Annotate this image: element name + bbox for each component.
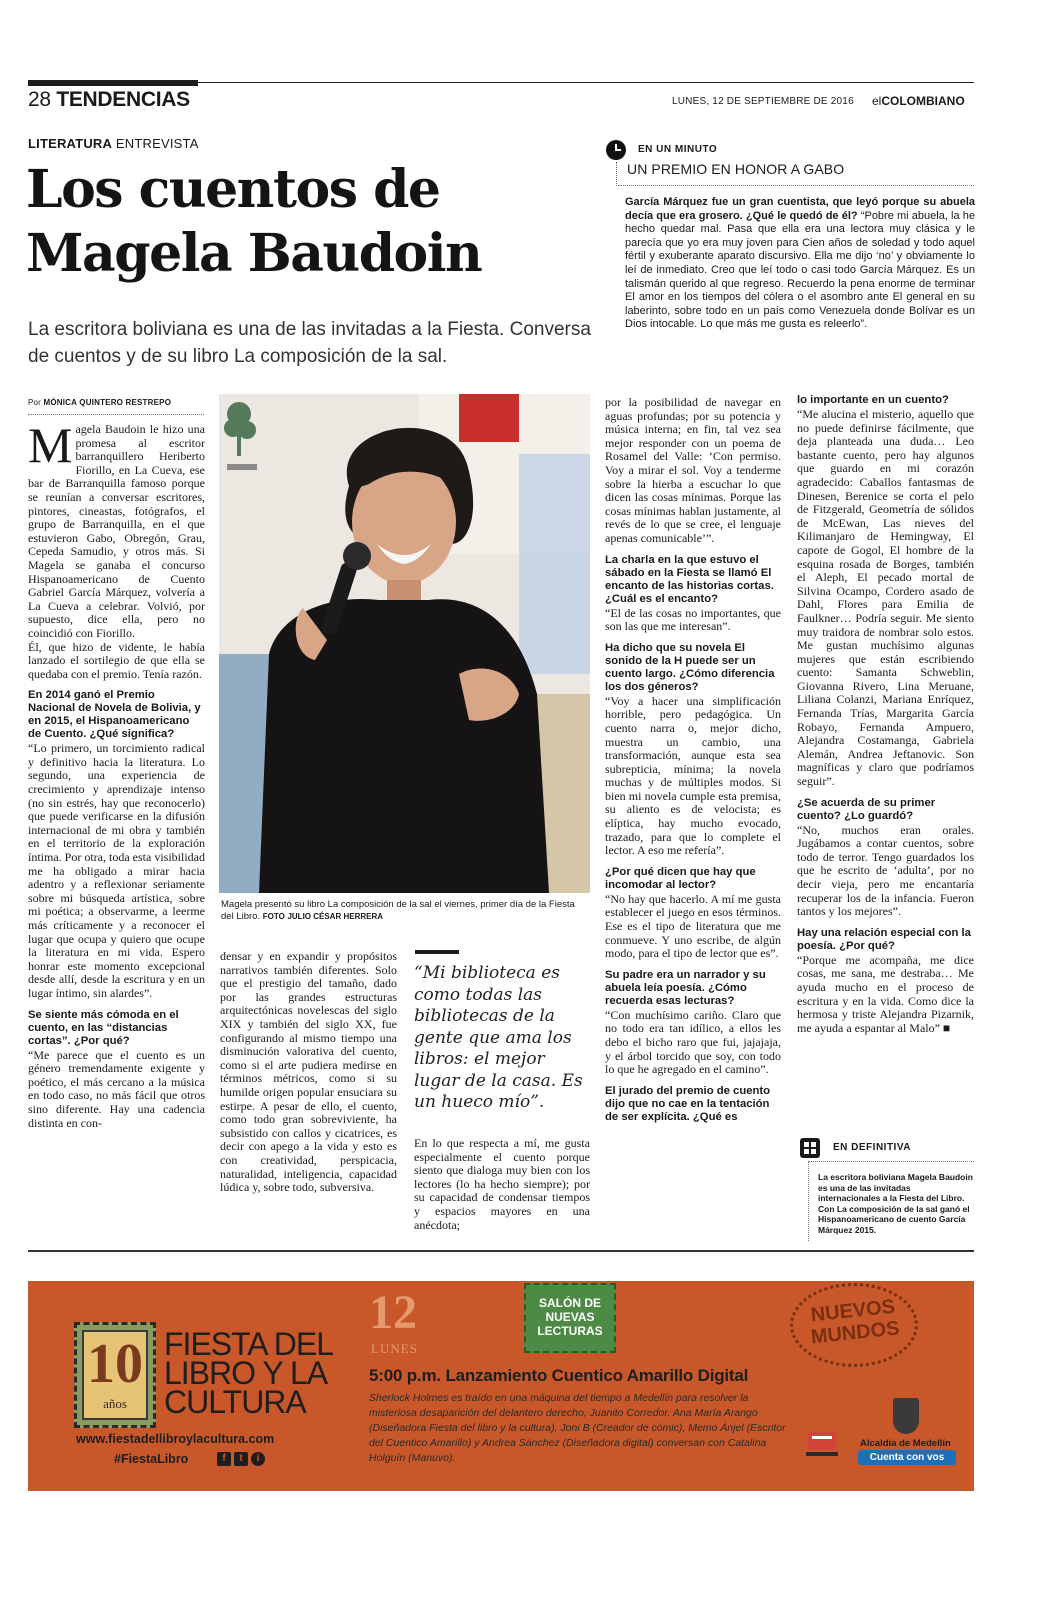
ad-anniversary-number: 10 (87, 1333, 143, 1395)
sidebar-question: García Márquez fue un gran cuentista, que leyó porque su abuela decía que era grosero. ¿Qué le quedó de él? (625, 196, 975, 222)
headline-line-2: Magela Baudoin (26, 223, 482, 284)
facebook-icon[interactable]: f (217, 1452, 231, 1466)
ad-website-link[interactable]: www.fiestadellibroylacultura.com (76, 1432, 275, 1446)
lead-paragraph (28, 417, 205, 641)
caption-credit-label: FOTO (262, 912, 285, 921)
dropcap: M (28, 417, 73, 473)
issue-date: LUNES, 12 DE SEPTIEMBRE DE 2016 (672, 96, 854, 107)
ad-seal-line-1: NUEVOS (809, 1295, 897, 1327)
ad-badge-line-2: NUEVAS (545, 1310, 595, 1324)
ad-day-name: LUNES (371, 1341, 418, 1356)
paragraph-2: Él, que hizo de vidente, le había lanzado el sortilegio de que ella se quedaba con el premio. Tenía razón. (28, 639, 205, 681)
partner-logo-icon (802, 1430, 842, 1460)
sidebar-body (625, 196, 975, 332)
summary-text: La escritora boliviana Magela Baudoin es una de las invitadas internacionales a la Fiesta del Libro. Con La composición de la sal ganó el Hispanoamericano de cuento García Márquez 2015. (818, 1172, 973, 1235)
answer-6: “Con muchísimo cariño. Claro que no todo era tan idílico, a ellos les debo el bicho raro que fui, jajajaja, y el árbol torcido que soy, con todo lo que he agregado en el camino”. (605, 1007, 781, 1077)
sidebar-rule (618, 185, 974, 186)
article-column-2 (220, 950, 397, 1195)
article-column-5 (797, 394, 974, 1035)
question-8: ¿Se acuerda de su primer cuento? ¿Lo guardó? (797, 796, 936, 822)
answer-9: “Porque me acompaña, me dice cosas, me sana, me destraba… Me ayuda mucho en el proceso de escritura y en la vida. Como dice la hermosa y triste Alejandra Pizarnik, me ayuda a espantar al Malo” ■ (797, 952, 974, 1035)
answer-1: “Lo primero, un torcimiento radical y definitivo hacia la literatura. Lo segundo, una experiencia de crecimiento y aprendizaje intenso (no sin estrés, hay que reconocerlo) que puede verificarse en la difusión internacional de mi obra y también en el territorio de la exploración íntima. Por otra, toda esta visibilidad me ha obligado a mirar hacia adentro y a reflexionar seriamente sobre mi búsqueda artística, sobre mi poética; a observarme, a leerme más críticamente y a reconocer el lugar que ocupa y quiero que ocupe la literatura en mi vida. Espero honrar este momento excepcional desde allí, desde la escritura y en un lugar íntimo, sin alardes”. (28, 741, 205, 1000)
photo-caption (221, 899, 590, 923)
section-type: ENTREVISTA (115, 136, 199, 151)
ad-sponsor-name: Alcaldía de Medellín (860, 1438, 951, 1449)
section-name: TENDENCIAS (56, 88, 190, 111)
ad-event-description: Sherlock Holmes es traído en una máquina del tiempo a Medellín para resolver la misteriosa desaparición del delantero derecho, Juanito Corredor. Ana María Arango (Diseñadora Fiesta del libro y la cultura), Joni B (Creador de cómic), Memo Ánjel (Escritor del Cuentico Amarillo) y Andrea Sánchez (Diseñadora digital) conversan con Catalina Holguín (Manuvo). (369, 1392, 786, 1464)
caption-credit-name: JULIO CÉSAR HERRERA (287, 912, 384, 921)
sidebar-kicker: EN UN MINUTO (638, 144, 718, 155)
question-4: Ha dicho que su novela El sonido de la H puede ser un cuento largo. ¿Cómo diferencia los dos géneros? (605, 641, 775, 693)
newspaper-name (872, 94, 965, 108)
byline-prefix: Por (28, 398, 42, 407)
column-2-text: densar y en expandir y propósitos narrativos también diferentes. Solo que el prestigio del tamaño, dado por las grandes estructuras arquitectónicas novelescas del siglo XIX y también del siglo XX, fue configurando al mismo tiempo una disminución valorativa del cuento, como si el arte pudiera medirse en términos métricos, como si su humilde origen popular ensuciara su estirpe. A pesar de ello, el cuento, como todo gran sobreviviente, ha subsistido con callos y cicatrices, es decir con apego a la vida y esto es con creatividad, perspicacia, naturalidad, inteligencia, capacidad lúdica y, sobre todo, subversiva. (220, 949, 397, 1195)
headline (26, 158, 596, 286)
sidebar-dotted-line (616, 162, 617, 186)
instagram-icon[interactable]: i (251, 1452, 265, 1466)
answer-7: “Me alucina el misterio, aquello que no puede definirse fácilmente, que deja planteada una duda… Leo bastante cuento, pero hay algunos que guardo en mi corazón agradecido: Caballos fantasmas de Dinesen, Berenice se corta el pelo de Fitzgerald, Geometría de sólidos de McEwan, Las nieves del Kilimanjaro de Hemingway, El capote de Gogol, El hombre de la esquina rosada de Borges, también el Aleph, El pecado mortal de Silvina Ocampo, Cordero asado de Dahl, Flores para Emilia de Faulkner… Podría seguir. Me siento muy traidora de nombrar solo estos. Me gustan muchísimo algunas mujeres que están escribiendo cuento: Samanta Schweblin, Giovanna Rivero, Lina Meruane, Liliana Colanzi, Mariana Enríquez, Fernanda Trías, Margarita García Robayo, Fernanda Ampuero, Alejandra Costamanga, Gabriela Alemán, Andrea Jeftanovic. Son magníficas y claro que podríamos seguir”. (797, 407, 974, 789)
pullquote-rule (415, 950, 459, 954)
newspaper-prefix: el (872, 94, 882, 108)
question-6: Su padre era un narrador y su abuela leía poesía. ¿Cómo recuerda esas lecturas? (605, 968, 766, 1007)
headline-line-1: Los cuentos de (26, 159, 440, 220)
question-7: El jurado del premio de cuento dijo que no cae en la tentación de ser explícita. ¿Qué es (605, 1084, 771, 1123)
ad-seal-line-2: MUNDOS (809, 1317, 901, 1349)
header-accent-bar (28, 80, 198, 86)
ad-event-line-2: LIBRO Y LA (164, 1355, 328, 1391)
page-number: 28 (28, 88, 51, 111)
answer-4: “Voy a hacer una simplificación horrible, pero pedagógica. Un cuento narra o, mejor dicho, muestra un cambio, una transformación, aunque esta sea subrepticia, mínima; la novela muchas y de múltiples modos. Si bien mi novela cumple esta premisa, su aliento es de velocista; es elíptica, hay mucho evocado, trazado, para que lo complete el lector. A eso me refería”. (605, 693, 781, 858)
article-column-1 (28, 417, 205, 1130)
question-2: Se siente más cómoda en el cuento, en las “distancias cortas”. ¿Por qué? (28, 1008, 179, 1047)
column-3-text: En lo que respecta a mí, me gusta especialmente el cuento porque siento que dialoga muy bien con los lectores (lo ha hecho siempre); por su capacidad de condensar tiempos y espacios mayores en una anécdota; (414, 1136, 590, 1232)
pullquote: “Mi biblioteca es como todas las bibliotecas de la gente que ama los libros: el mejor lugar de la casa. Es un hueco mío”. (414, 963, 583, 1112)
city-shield-icon (893, 1398, 919, 1434)
ad-event-line-1: FIESTA DEL (164, 1326, 334, 1362)
ad-hashtag: #FiestaLibro (114, 1452, 189, 1466)
ad-badge-line-3: LECTURAS (537, 1324, 603, 1338)
column-4-paragraph: por la posibilidad de navegar en aguas profundas; por su potencia y música interna; en fin, tal vez sea mejor responder con un poema de Rosamel del Valle: ‘Con permiso. Voy a mirar el sol. Voy a tenderme sobre la hierba a escuchar lo que dicen las cosas mínimas. Porque las cosas mínimas hablan justamente, al revés de lo que se cree, el lenguaje apenas comunicable’”. (605, 395, 781, 545)
ad-day-number: 12 (369, 1286, 417, 1339)
byline (28, 398, 171, 407)
photo-illustration (219, 394, 590, 893)
sidebar-title: UN PREMIO EN HONOR A GABO (627, 161, 845, 177)
article-photo (219, 394, 590, 893)
answer-8: “No, muchos eran orales. Jugábamos a contar cuentos, sobre todo de terror. Tengo guardados los que he escrito de ‘adulta’, por no decir vieja, pero me encantaría recuperar los de la infancia. Fueron tantos y los mejores”. (797, 822, 974, 919)
lead-text: agela Baudoin le hizo una promesa al escritor barranquillero Heriberto Fiorillo, en La Cueva, ese bar de Barranquilla famoso porque se reunían a conversar escritores, pintores, cineastas, fotógrafos, el grupo de Barranquilla, en el que estuvieron Gabo, Obregón, Grau, Cepeda Samudio, y otros más. Si Magela se ganaba el concurso Hispanoamericano de Cuento Gabriel García Márquez, volvería a La Cueva a celebrar. Volvió, por supuesto, dice ella, pero no coincidió con Fiorillo. (28, 422, 205, 640)
answer-3: “El de las cosas no importantes, que son las que me interesan”. (605, 605, 781, 634)
summary-icon (800, 1138, 820, 1158)
question-1: En 2014 ganó el Premio Nacional de Novela de Bolivia, y en 2015, el Hispanoamericano de Cuento. ¿Qué significa? (28, 689, 201, 741)
article-column-4 (605, 396, 781, 1125)
answer-5: “No hay que hacerlo. A mí me gusta establecer el juego en esos términos. Ese es el tipo de literatura que me conmueve. Y uno escribe, de algún modo, para el tipo de lector que es”. (605, 891, 781, 961)
ad-event-line-3: CULTURA (164, 1384, 306, 1420)
answer-2: “Me parece que el cuento es un género tremendamente exigente y poético, el más cercano a la música en todo caso, no más fácil que otros sino diferente. Hay una cadencia distinta en con- (28, 1047, 205, 1130)
question-3: La charla en la que estuvo el sábado en la Fiesta se llamó El encanto de las historias cortas. ¿Cuál es el encanto? (605, 553, 774, 605)
page-header (28, 88, 190, 112)
ad-event-time-title (369, 1366, 748, 1386)
ad-event-title: Lanzamiento Cuentico Amarillo Digital (445, 1366, 749, 1385)
ad-sponsor-slogan: Cuenta con vos (858, 1450, 956, 1465)
article-column-3 (414, 1137, 590, 1232)
clock-icon (606, 140, 626, 160)
section-label (28, 136, 199, 151)
byline-author: MÓNICA QUINTERO RESTREPO (43, 398, 172, 407)
ad-venue-badge (524, 1283, 616, 1353)
section-topic: LITERATURA (28, 136, 113, 151)
question-9: Hay una relación especial con la poesía. ¿Por qué? (797, 926, 971, 952)
ad-event-logo (164, 1326, 334, 1420)
summary-kicker: EN DEFINITIVA (833, 1142, 911, 1153)
article-deck: La escritora boliviana es una de las invitadas a la Fiesta. Conversa de cuentos y de su libro La composición de la sal. (28, 319, 591, 367)
question-7-continued: lo importante en un cuento? (797, 394, 949, 406)
ad-anniversary-word: años (103, 1396, 127, 1411)
ad-event-time: 5:00 p.m. (369, 1366, 441, 1385)
ad-badge-line-1: SALÓN DE (538, 1296, 601, 1310)
article-bottom-rule (28, 1250, 974, 1252)
question-5: ¿Por qué dicen que hay que incomodar al lector? (605, 865, 756, 891)
newspaper-title: COLOMBIANO (881, 94, 965, 108)
twitter-icon[interactable]: t (234, 1452, 248, 1466)
byline-rule (28, 414, 204, 415)
sidebar-answer: “Pobre mi abuela, la he hecho quedar mal. Pasa que ella era una lectora muy clásica y le parecía que yo era muy joven para Cien años de soledad y todo aquel fértil y exuberante aparato discursivo. Ella me dijo ‘no’ y obviamente lo leí de inmediato. Creo que leí todo o casi todo García Márquez. Es un talismán querido al que regreso. Recuerdo la pena enorme de terminar El amor en los tiempos del cólera o el asombro ante El general en su laberinto, sobre todo en un país como Venezuela donde Bolívar es un Dios intocable. Lo que más me gusta es releerlo”. (625, 209, 976, 331)
caption-text: Magela presentó su libro La composición de la sal el viernes, primer día de la Fiesta del Libro. (221, 899, 575, 922)
